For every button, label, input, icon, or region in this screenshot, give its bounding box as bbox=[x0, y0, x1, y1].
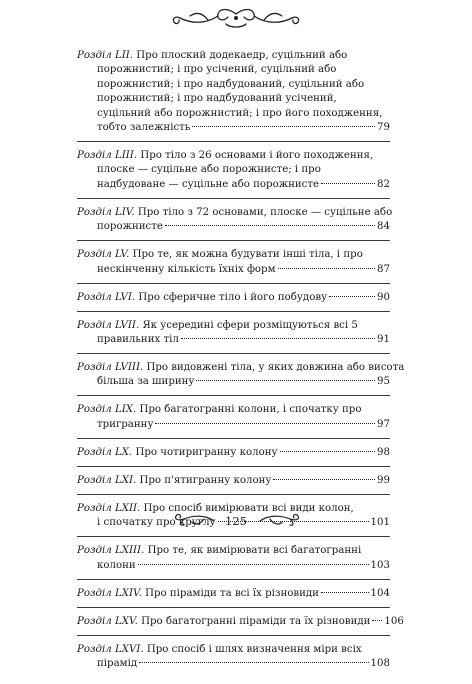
toc-entry-line bbox=[77, 220, 390, 234]
toc-entry-line bbox=[77, 474, 390, 488]
chapter-title-text: Про тіло з 26 основами і його походження, bbox=[140, 150, 374, 162]
toc-entry bbox=[77, 319, 390, 354]
chapter-title-text: Про багатогранні піраміди та їх різновиди bbox=[141, 615, 371, 627]
chapter-title-text: порожнистий; і про усічений, суцільний або bbox=[97, 64, 337, 76]
chapter-number: Розділ LV. bbox=[77, 249, 130, 261]
chapter-title-text: плоске — суцільне або порожнисте; і про bbox=[97, 164, 321, 176]
page-ref: 91 bbox=[377, 334, 390, 346]
page-ref: 101 bbox=[370, 517, 390, 529]
page-ref: 106 bbox=[384, 615, 404, 627]
page-ref: 103 bbox=[370, 559, 390, 571]
toc-entry bbox=[77, 544, 390, 579]
page-ref: 97 bbox=[377, 418, 390, 430]
page-number: 125 bbox=[225, 514, 247, 528]
chapter-number: Розділ LVI. bbox=[77, 291, 136, 303]
toc-entry bbox=[77, 49, 390, 142]
page-ref: 104 bbox=[370, 587, 390, 599]
dot-leader bbox=[139, 662, 368, 663]
dot-leader bbox=[196, 380, 375, 381]
toc-entry bbox=[77, 149, 390, 199]
toc-entry-line bbox=[77, 418, 390, 432]
dot-leader bbox=[273, 479, 375, 480]
chapter-number: Розділ LVII. bbox=[77, 319, 140, 331]
dot-leader bbox=[138, 564, 369, 565]
toc-entry bbox=[77, 291, 390, 312]
toc-entry-line bbox=[77, 403, 390, 417]
toc-entry-line bbox=[77, 291, 390, 305]
toc-entry bbox=[77, 474, 390, 495]
toc-entry-line bbox=[77, 206, 393, 220]
chapter-title-text: Про те, як вимірювати всі багатогранні bbox=[147, 545, 362, 557]
chapter-title-text: порожнистий; і про надбудований усічений, bbox=[97, 93, 337, 105]
chapter-number: Розділ LXIII. bbox=[77, 545, 145, 557]
chapter-title-text: нескінченну кількість їхніх форм bbox=[97, 263, 276, 275]
dot-leader bbox=[155, 423, 375, 424]
chapter-title-text: тригранну bbox=[97, 418, 154, 430]
chapter-title-text: правильних тіл bbox=[97, 334, 179, 346]
dot-leader bbox=[278, 268, 376, 269]
chapter-number: Розділ LXI. bbox=[77, 474, 137, 486]
chapter-title-text: порожнистий; і про надбудований, суцільний або bbox=[97, 78, 365, 90]
chapter-title-text: Про видовжені тіла, у яких довжина або висота bbox=[146, 362, 405, 374]
chapter-title-text: Про сферичне тіло і його побудову bbox=[138, 291, 328, 303]
chapter-number: Розділ LVIII. bbox=[77, 362, 144, 374]
chapter-title-text: і спочатку про круглу bbox=[97, 517, 216, 529]
dot-leader bbox=[165, 225, 375, 226]
page-ref: 82 bbox=[377, 178, 390, 190]
chapter-title-text: Про чотиригранну колону bbox=[135, 446, 278, 458]
chapter-number: Розділ LII. bbox=[77, 50, 134, 61]
page-ref: 79 bbox=[377, 122, 390, 134]
toc-entry-line bbox=[77, 49, 390, 63]
toc-entry-line bbox=[77, 107, 390, 121]
toc-entry-line bbox=[77, 361, 405, 375]
chapter-title-text: Про те, як можна будувати інші тіла, і про bbox=[132, 249, 363, 261]
page-ref: 95 bbox=[377, 376, 390, 388]
page-ref: 99 bbox=[377, 474, 390, 486]
dot-leader bbox=[192, 126, 375, 127]
toc-entry bbox=[77, 643, 390, 677]
toc-entry-line bbox=[77, 263, 390, 277]
chapter-number: Розділ LX. bbox=[77, 446, 133, 458]
toc-entry-line bbox=[77, 375, 390, 389]
toc-entry-line bbox=[77, 319, 390, 333]
toc-entry-line bbox=[77, 78, 390, 92]
dot-leader bbox=[280, 451, 376, 452]
dot-leader bbox=[181, 338, 375, 339]
page-ref: 90 bbox=[377, 291, 390, 303]
chapter-title-text: Про тіло з 72 основами, плоске — суцільне або bbox=[137, 206, 393, 218]
dot-leader bbox=[372, 620, 382, 621]
toc-entry-line bbox=[77, 121, 390, 135]
chapter-title-text: колони bbox=[97, 559, 136, 571]
toc-entry-line bbox=[77, 333, 390, 347]
chapter-title-text: більша за ширину bbox=[97, 376, 195, 388]
chapter-title-text: Про плоский додекаедр, суцільний або bbox=[136, 50, 348, 61]
table-of-contents bbox=[77, 49, 405, 684]
chapter-title-text: Про п'ятигранну колону bbox=[139, 474, 272, 486]
toc-entry bbox=[77, 361, 405, 396]
toc-entry bbox=[77, 248, 390, 283]
toc-entry-line bbox=[77, 657, 390, 671]
chapter-title-text: тобто залежність bbox=[97, 122, 191, 134]
toc-entry-line bbox=[77, 544, 390, 558]
page-ref: 98 bbox=[377, 446, 390, 458]
dot-leader bbox=[321, 592, 369, 593]
toc-entry-line bbox=[77, 178, 390, 192]
toc-entry bbox=[77, 446, 390, 467]
toc-entry bbox=[77, 206, 393, 241]
chapter-title-text: порожнисте bbox=[97, 221, 163, 233]
chapter-title-text: пірамід bbox=[97, 658, 138, 670]
chapter-title-text: надбудоване — суцільне або порожнисте bbox=[97, 178, 320, 190]
toc-entry-line bbox=[77, 92, 390, 106]
dot-leader bbox=[321, 183, 375, 184]
toc-entry-line bbox=[77, 149, 390, 163]
chapter-title-text: Як усередині сфери розміщуються всі 5 bbox=[142, 319, 358, 331]
toc-entry-line bbox=[77, 615, 404, 629]
page-ref: 87 bbox=[377, 263, 390, 275]
toc-entry bbox=[77, 403, 390, 438]
toc-entry-line bbox=[77, 63, 390, 77]
top-ornament bbox=[168, 6, 304, 34]
chapter-title-text: Про спосіб і шлях визначення міри всіх bbox=[146, 643, 362, 655]
toc-entry bbox=[77, 587, 390, 608]
chapter-number: Розділ LXIV. bbox=[77, 587, 142, 599]
chapter-title-text: суцільний або порожнистий; і про його походження, bbox=[97, 107, 383, 119]
toc-entry-line bbox=[77, 643, 390, 657]
chapter-number: Розділ LIII. bbox=[77, 150, 138, 162]
chapter-number: Розділ LXVI. bbox=[77, 643, 144, 655]
chapter-number: Розділ LIV. bbox=[77, 206, 135, 218]
page-ref: 108 bbox=[370, 658, 390, 670]
toc-entry-line bbox=[77, 446, 390, 460]
chapter-title-text: Про піраміди та всі їх різновиди bbox=[145, 587, 319, 599]
dot-leader bbox=[329, 296, 375, 297]
chapter-title-text: Про багатогранні колони, і спочатку про bbox=[139, 404, 362, 416]
toc-entry-line bbox=[77, 163, 390, 177]
chapter-number: Розділ LIX. bbox=[77, 404, 137, 416]
chapter-number: Розділ LXII. bbox=[77, 502, 141, 514]
toc-entry-line bbox=[77, 587, 390, 601]
toc-entry-line bbox=[77, 559, 390, 573]
toc-entry-line bbox=[77, 248, 390, 262]
chapter-number: Розділ LXV. bbox=[77, 615, 138, 627]
chapter-title-text: Про спосіб вимірювати всі види колон, bbox=[143, 502, 354, 514]
page-ref: 84 bbox=[377, 221, 390, 233]
toc-entry bbox=[77, 615, 404, 636]
